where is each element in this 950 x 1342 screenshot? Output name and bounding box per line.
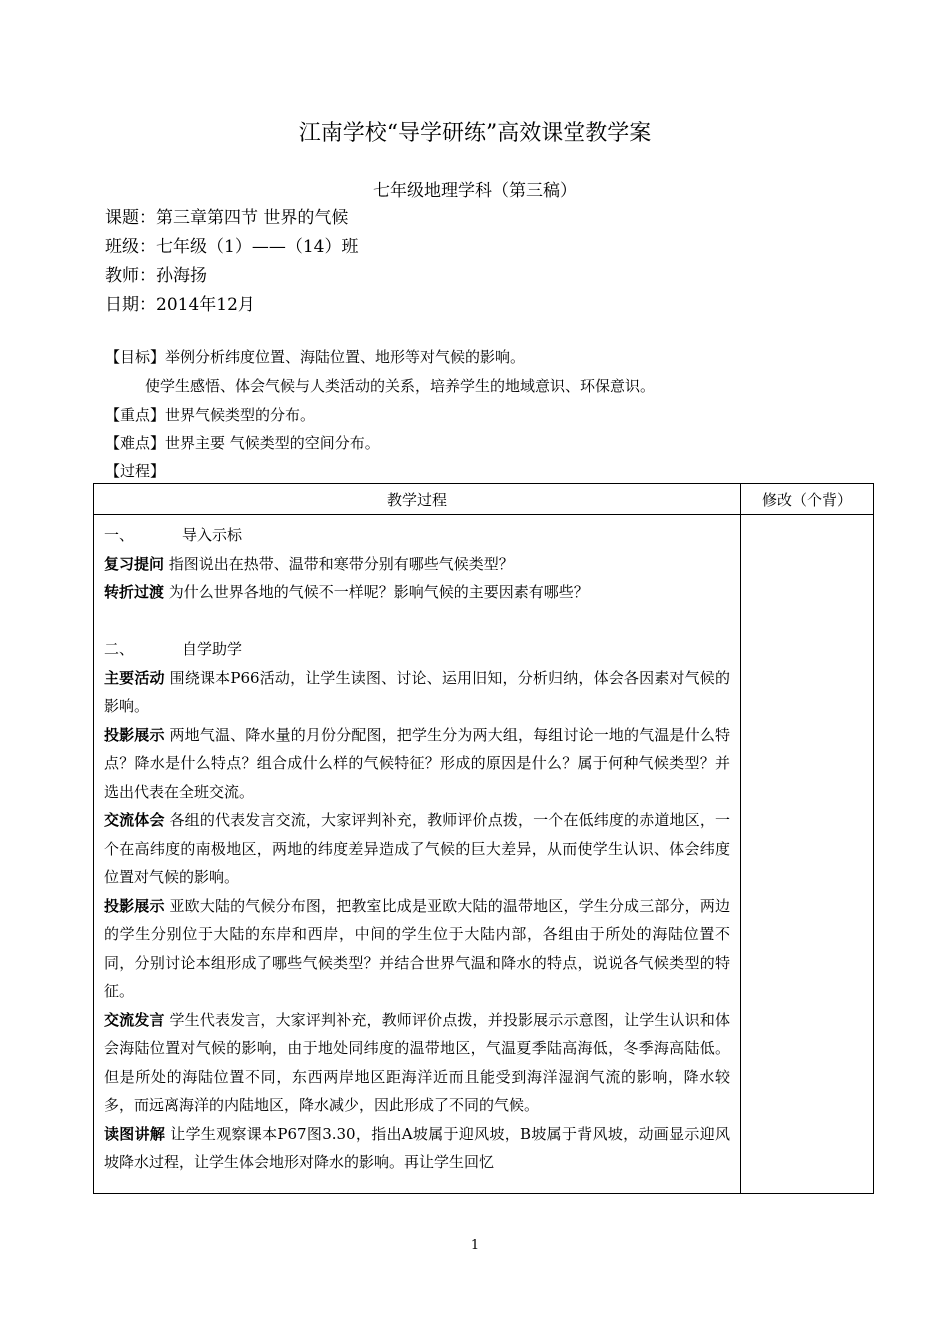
section-heading-selfstudy xyxy=(104,635,730,664)
item-label: 投影展示 xyxy=(104,896,165,915)
meta-date: 日期：2014年12月 xyxy=(105,295,255,315)
table-body-row xyxy=(94,515,874,1194)
revision-cell xyxy=(741,515,874,1194)
item-text: 让学生观察课本P67图3.30，指出A坡属于迎风坡，B坡属于背风坡，动画显示迎风坡降水过程，让学生体会地形对降水的影响。再让学生回忆 xyxy=(104,1124,730,1171)
meta-teacher: 教师：孙海扬 xyxy=(105,266,207,286)
teaching-process-table xyxy=(93,483,874,1194)
objective-key-point: 【重点】世界气候类型的分布。 xyxy=(105,406,316,424)
meta-topic: 课题：第三章第四节 世界的气候 xyxy=(105,208,349,228)
objective-goal-continued: 使学生感悟、体会气候与人类活动的关系，培养学生的地域意识、环保意识。 xyxy=(145,377,656,395)
table-header-row xyxy=(94,484,874,515)
item-label: 主要活动 xyxy=(104,668,165,687)
document-subtitle: 七年级地理学科（第三稿） xyxy=(373,181,577,201)
section-title: 导入示标 xyxy=(182,526,243,544)
section-number: 二、 xyxy=(104,640,135,658)
section-title: 自学助学 xyxy=(182,640,243,658)
meta-class: 班级：七年级（1）——（14）班 xyxy=(105,237,359,257)
item-text: 围绕课本P66活动，让学生读图、讨论、运用旧知，分析归纳，体会各因素对气候的影响。 xyxy=(104,668,730,715)
item-label: 复习提问 xyxy=(104,554,165,573)
blank-line xyxy=(104,607,730,636)
teaching-process-cell xyxy=(94,515,741,1194)
objective-goal: 【目标】举例分析纬度位置、海陆位置、地形等对气候的影响。 xyxy=(105,348,526,366)
objective-process: 【过程】 xyxy=(105,462,166,480)
process-item xyxy=(104,806,730,892)
item-label: 转折过渡 xyxy=(104,583,165,601)
document-title: 江南学校“导学研练”高效课堂教学案 xyxy=(298,121,652,146)
objective-difficulty: 【难点】世界主要 气候类型的空间分布。 xyxy=(105,434,380,452)
item-text: 两地气温、降水量的月份分配图，把学生分为两大组，每组讨论一地的气温是什么特点？降水是什么特点？组合成什么样的气候特征？形成的原因是什么？属于何种气候类型？并选出代表在全班交流。 xyxy=(104,725,730,801)
section-heading-intro xyxy=(104,521,730,550)
item-text: 指图说出在热带、温带和寒带分别有哪些气候类型？ xyxy=(168,554,514,573)
process-item xyxy=(104,550,730,579)
section-number: 一、 xyxy=(104,526,135,544)
item-label: 读图讲解 xyxy=(104,1124,166,1143)
item-text: 学生代表发言，大家评判补充，教师评价点拨，并投影展示示意图，让学生认识和体会海陆位置对气候的影响，由于地处同纬度的温带地区，气温夏季陆高海低，冬季海高陆低。但是所处的海陆位置不同，东西两岸地区距海洋近而且能受到海洋湿润气流的影响，降水较多，而远离海洋的内陆地区，降水减少，因此形成了不同的气候。 xyxy=(104,1010,730,1114)
header-teaching-process: 教学过程 xyxy=(94,484,741,515)
process-item xyxy=(104,1120,730,1177)
item-label: 交流体会 xyxy=(104,811,165,829)
item-label: 交流发言 xyxy=(104,1010,165,1029)
page-number: 1 xyxy=(470,1238,480,1253)
process-item xyxy=(104,578,730,607)
process-item xyxy=(104,664,730,721)
item-text: 各组的代表发言交流，大家评判补充，教师评价点拨，一个在低纬度的赤道地区，一个在高纬度的南极地区，两地的纬度差异造成了气候的巨大差异，从而使学生认识、体会纬度位置对气候的影响。 xyxy=(104,811,730,886)
header-revision: 修改（个背） xyxy=(741,484,874,515)
process-item xyxy=(104,721,730,807)
process-item xyxy=(104,892,730,1006)
process-item xyxy=(104,1006,730,1120)
item-label: 投影展示 xyxy=(104,725,165,744)
item-text: 为什么世界各地的气候不一样呢？影响气候的主要因素有哪些？ xyxy=(168,583,589,601)
item-text: 亚欧大陆的气候分布图，把教室比成是亚欧大陆的温带地区，学生分成三部分，两边的学生分别位于大陆的东岸和西岸，中间的学生位于大陆内部，各组由于所处的海陆位置不同，分别讨论本组形成了哪些气候类型？并结合世界气温和降水的特点，说说各气候类型的特征。 xyxy=(104,896,730,1000)
